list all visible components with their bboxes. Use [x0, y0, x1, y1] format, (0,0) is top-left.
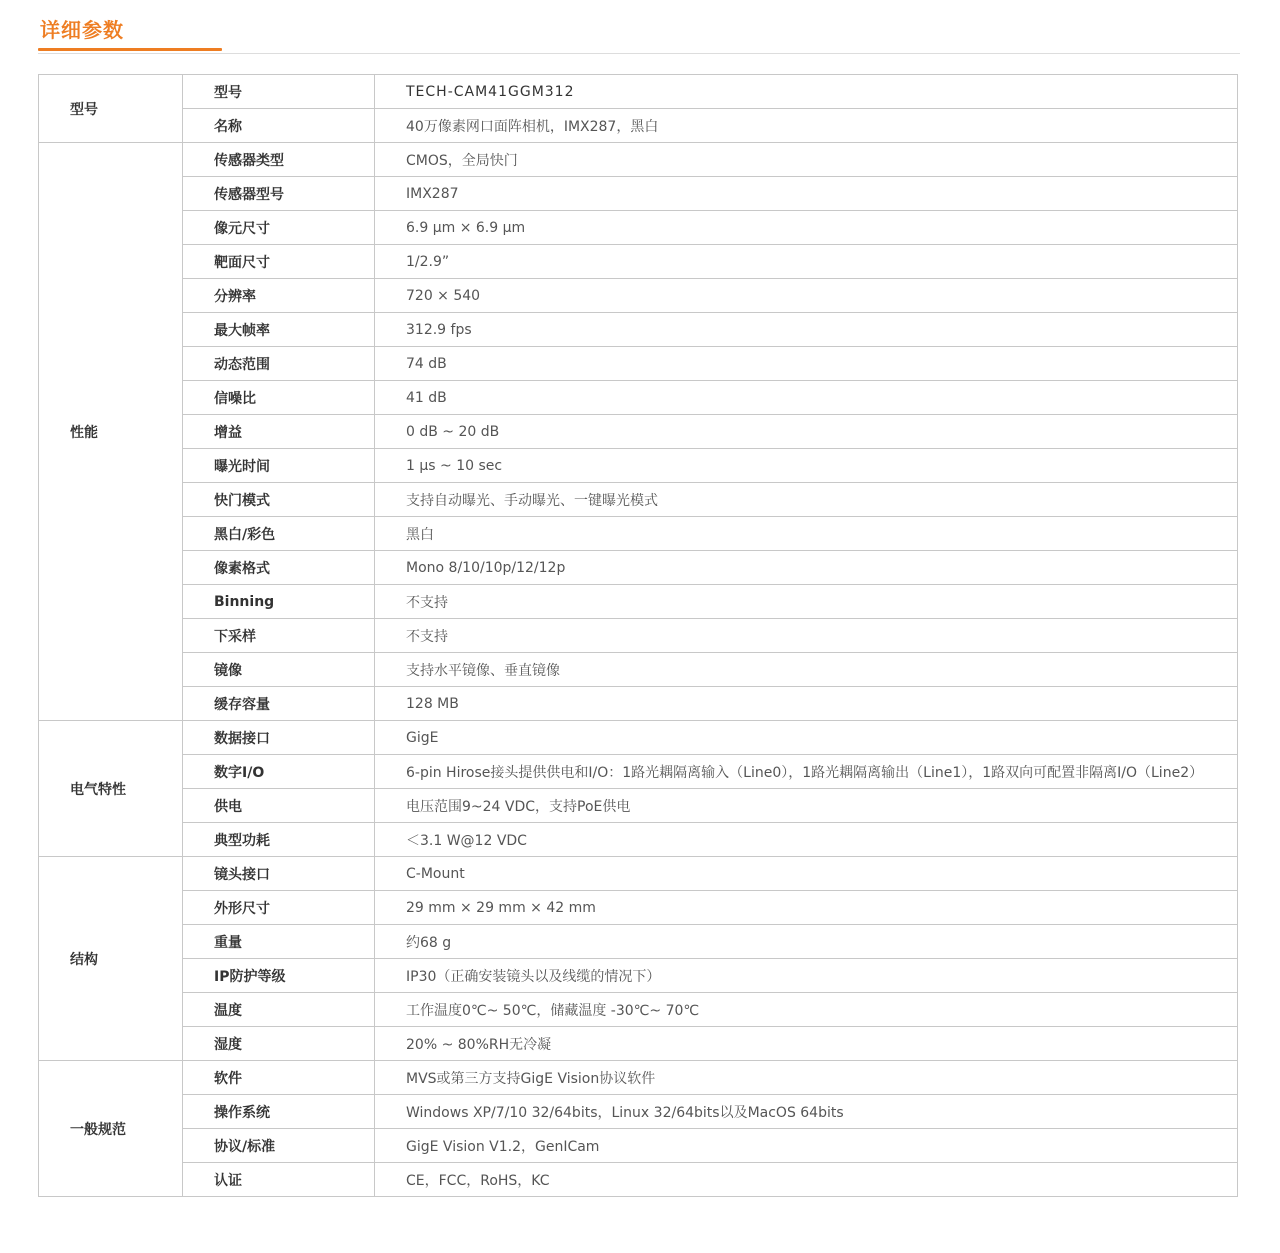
param-value: 6.9 µm × 6.9 µm — [375, 211, 1238, 245]
param-label: 供电 — [183, 789, 375, 823]
param-label: 认证 — [183, 1163, 375, 1197]
param-value: 支持自动曝光、手动曝光、一键曝光模式 — [375, 483, 1238, 517]
spec-row — [39, 1129, 1238, 1163]
param-value: 0 dB ~ 20 dB — [375, 415, 1238, 449]
spec-table — [38, 74, 1238, 1197]
param-label: 型号 — [183, 75, 375, 109]
param-value: 20% ~ 80%RH无冷凝 — [375, 1027, 1238, 1061]
spec-row — [39, 177, 1238, 211]
spec-row — [39, 891, 1238, 925]
param-label: 镜头接口 — [183, 857, 375, 891]
param-label: 靶面尺寸 — [183, 245, 375, 279]
param-value: 312.9 fps — [375, 313, 1238, 347]
section-header — [38, 0, 1240, 54]
param-label: 温度 — [183, 993, 375, 1027]
param-value: IMX287 — [375, 177, 1238, 211]
spec-row — [39, 823, 1238, 857]
group-label: 一般规范 — [39, 1061, 183, 1197]
spec-row — [39, 75, 1238, 109]
param-value: 6-pin Hirose接头提供供电和I/O：1路光耦隔离输入（Line0），1路光耦隔离输出（Line1），1路双向可配置非隔离I/O（Line2） — [375, 755, 1238, 789]
param-label: 像素格式 — [183, 551, 375, 585]
param-label: 操作系统 — [183, 1095, 375, 1129]
param-value: 40万像素网口面阵相机，IMX287，黑白 — [375, 109, 1238, 143]
param-label: 快门模式 — [183, 483, 375, 517]
spec-row — [39, 959, 1238, 993]
param-label: 缓存容量 — [183, 687, 375, 721]
param-label: 软件 — [183, 1061, 375, 1095]
param-label: 湿度 — [183, 1027, 375, 1061]
group-label: 型号 — [39, 75, 183, 143]
group-label: 电气特性 — [39, 721, 183, 857]
param-value: 29 mm × 29 mm × 42 mm — [375, 891, 1238, 925]
param-value: 1 µs ~ 10 sec — [375, 449, 1238, 483]
spec-row — [39, 1095, 1238, 1129]
spec-row — [39, 245, 1238, 279]
param-value: 工作温度0℃~ 50℃，储藏温度 -30℃~ 70℃ — [375, 993, 1238, 1027]
param-value: 约68 g — [375, 925, 1238, 959]
param-label: 外形尺寸 — [183, 891, 375, 925]
spec-row — [39, 449, 1238, 483]
param-label: 名称 — [183, 109, 375, 143]
spec-row — [39, 857, 1238, 891]
param-label: 最大帧率 — [183, 313, 375, 347]
param-label: IP防护等级 — [183, 959, 375, 993]
spec-row — [39, 585, 1238, 619]
param-value: Mono 8/10/10p/12/12p — [375, 551, 1238, 585]
spec-row — [39, 653, 1238, 687]
param-value: 720 × 540 — [375, 279, 1238, 313]
spec-row — [39, 755, 1238, 789]
param-label: 传感器型号 — [183, 177, 375, 211]
title-accent-underline — [38, 48, 222, 51]
param-value: ＜3.1 W@12 VDC — [375, 823, 1238, 857]
param-label: 黑白/彩色 — [183, 517, 375, 551]
spec-row — [39, 721, 1238, 755]
spec-row — [39, 925, 1238, 959]
param-label: 分辨率 — [183, 279, 375, 313]
param-value: 电压范围9~24 VDC，支持PoE供电 — [375, 789, 1238, 823]
param-value: GigE Vision V1.2，GenICam — [375, 1129, 1238, 1163]
param-value: 不支持 — [375, 585, 1238, 619]
param-label: 典型功耗 — [183, 823, 375, 857]
spec-row — [39, 619, 1238, 653]
param-label: 信噪比 — [183, 381, 375, 415]
param-label: 重量 — [183, 925, 375, 959]
spec-row — [39, 551, 1238, 585]
param-label: Binning — [183, 585, 375, 619]
group-label: 结构 — [39, 857, 183, 1061]
spec-row — [39, 347, 1238, 381]
param-label: 下采样 — [183, 619, 375, 653]
section-title: 详细参数 — [40, 18, 124, 42]
param-label: 镜像 — [183, 653, 375, 687]
param-value: GigE — [375, 721, 1238, 755]
param-value: 黑白 — [375, 517, 1238, 551]
spec-row — [39, 789, 1238, 823]
spec-row — [39, 1027, 1238, 1061]
param-label: 增益 — [183, 415, 375, 449]
spec-table-body — [39, 75, 1238, 1197]
param-value: C-Mount — [375, 857, 1238, 891]
spec-row — [39, 415, 1238, 449]
spec-row — [39, 313, 1238, 347]
param-label: 数据接口 — [183, 721, 375, 755]
group-label: 性能 — [39, 143, 183, 721]
param-value: 1/2.9” — [375, 245, 1238, 279]
spec-row — [39, 143, 1238, 177]
spec-row — [39, 211, 1238, 245]
spec-row — [39, 483, 1238, 517]
param-label: 数字I/O — [183, 755, 375, 789]
param-value: MVS或第三方支持GigE Vision协议软件 — [375, 1061, 1238, 1095]
spec-row — [39, 1061, 1238, 1095]
spec-row — [39, 1163, 1238, 1197]
param-label: 像元尺寸 — [183, 211, 375, 245]
spec-row — [39, 109, 1238, 143]
param-value: 128 MB — [375, 687, 1238, 721]
param-value: CMOS，全局快门 — [375, 143, 1238, 177]
param-value: CE，FCC，RoHS，KC — [375, 1163, 1238, 1197]
param-label: 动态范围 — [183, 347, 375, 381]
spec-row — [39, 687, 1238, 721]
param-value: 74 dB — [375, 347, 1238, 381]
param-label: 传感器类型 — [183, 143, 375, 177]
param-value: Windows XP/7/10 32/64bits，Linux 32/64bits以及MacOS 64bits — [375, 1095, 1238, 1129]
spec-row — [39, 381, 1238, 415]
param-label: 曝光时间 — [183, 449, 375, 483]
param-label: 协议/标准 — [183, 1129, 375, 1163]
param-value: 支持水平镜像、垂直镜像 — [375, 653, 1238, 687]
spec-row — [39, 279, 1238, 313]
spec-row — [39, 517, 1238, 551]
param-value: IP30（正确安装镜头以及线缆的情况下） — [375, 959, 1238, 993]
spec-row — [39, 993, 1238, 1027]
param-value: 41 dB — [375, 381, 1238, 415]
param-value: TECH-CAM41GGM312 — [375, 75, 1238, 109]
param-value: 不支持 — [375, 619, 1238, 653]
